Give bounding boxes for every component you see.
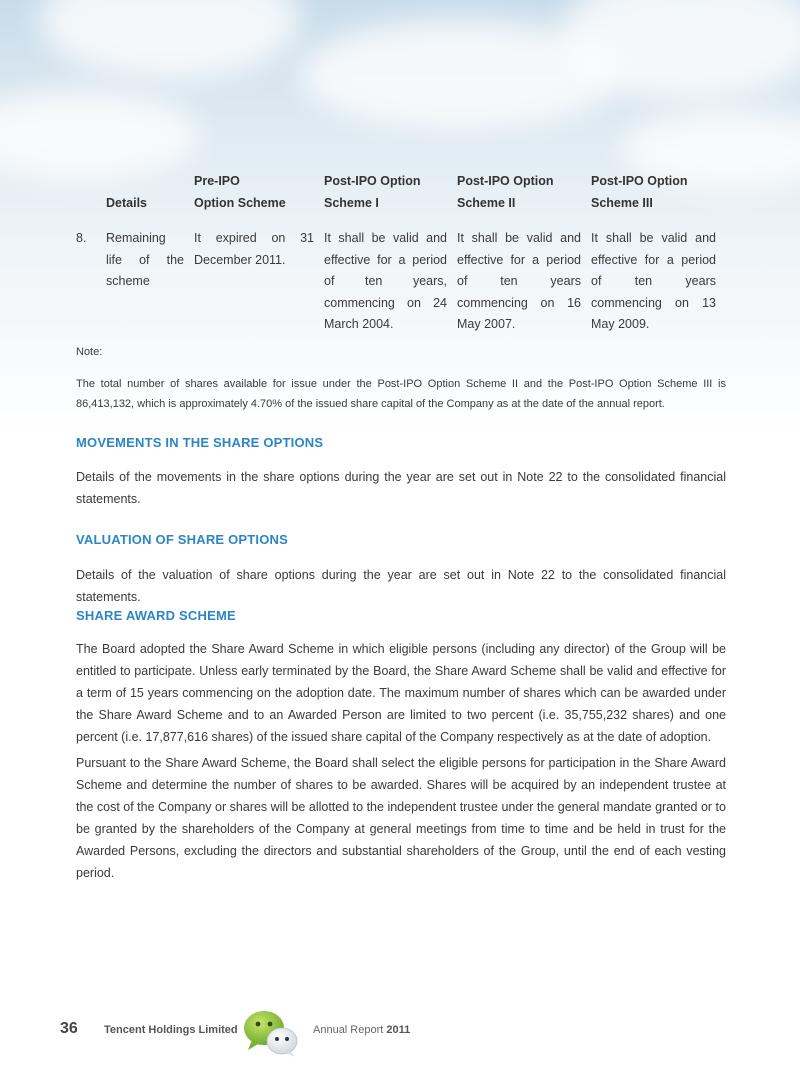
heading-valuation: VALUATION OF SHARE OPTIONS [76, 532, 289, 547]
row-details: Remaining life of the scheme [106, 231, 184, 288]
wechat-chat-bubbles-icon [240, 1008, 306, 1058]
header-post-ipo-1: Post-IPO Option Scheme I [324, 174, 421, 210]
movements-body: Details of the movements in the share options during the year are set out in Note 22 to the consolidated financial statements. [76, 470, 726, 506]
heading-movements: MOVEMENTS IN THE SHARE OPTIONS [76, 435, 324, 450]
row-pre-ipo: It expired on 31 December 2011. [194, 231, 314, 267]
row-scheme-1: It shall be valid and effective for a period of ten years, commencing on 24 March 2004. [324, 231, 447, 331]
row-scheme-3: It shall be valid and effective for a period of ten years commencing on 13 May 2009. [591, 231, 716, 331]
row-scheme-2: It shall be valid and effective for a period of ten years commencing on 16 May 2007. [457, 231, 581, 331]
share-option-schemes-table [76, 170, 726, 336]
note-label: Note: [76, 346, 103, 358]
header-post-ipo-3: Post-IPO Option Scheme III [591, 174, 688, 210]
award-paragraph-1: The Board adopted the Share Award Scheme in which eligible persons (including any director) of the Group will be entitled to participate. Unless early terminated by the Board, the Share Award Scheme shall be valid and effective for a term of 15 years commencing on the adoption date. The maximum number of shares which can be awarded under the Share Award Scheme and to an Awarded Person are limited to two percent (i.e. 35,755,232 shares) and one percent (i.e. 17,877,616 shares) of the issued share capital of the Company respectively as at the date of adoption. [76, 642, 726, 744]
heading-share-award: SHARE AWARD SCHEME [76, 608, 236, 623]
valuation-body: Details of the valuation of share options during the year are set out in Note 22 to the consolidated financial statements. [76, 568, 726, 604]
page-number: 36 [60, 1020, 78, 1037]
header-pre-ipo: Pre-IPO Option Scheme [194, 174, 286, 210]
row-number: 8. [76, 231, 87, 245]
table-row [76, 214, 726, 336]
note-text: The total number of shares available for issue under the Post-IPO Option Scheme II and the Post-IPO Option Scheme III is 86,413,132, which is approximately 4.70% of the issued share capital of the Company as at the date of the annual report. [76, 378, 726, 410]
annual-report-label: Annual Report 2011 [313, 1024, 411, 1036]
header-details: Details [106, 196, 147, 210]
table-header-row [76, 170, 726, 214]
header-post-ipo-2: Post-IPO Option Scheme II [457, 174, 554, 210]
company-name: Tencent Holdings Limited [104, 1024, 238, 1036]
award-paragraph-2: Pursuant to the Share Award Scheme, the Board shall select the eligible persons for participation in the Share Award Scheme and determine the number of shares to be awarded. Shares will be acquired by an independent trustee at the cost of the Company or shares will be allotted to the independent trustee under the general mandate granted or to be granted by the shareholders of the Company at general meetings from time to time and be held in trust for the Awarded Persons, excluding the directors and substantial shareholders of the Group, until the end of each vesting period. [76, 756, 726, 880]
